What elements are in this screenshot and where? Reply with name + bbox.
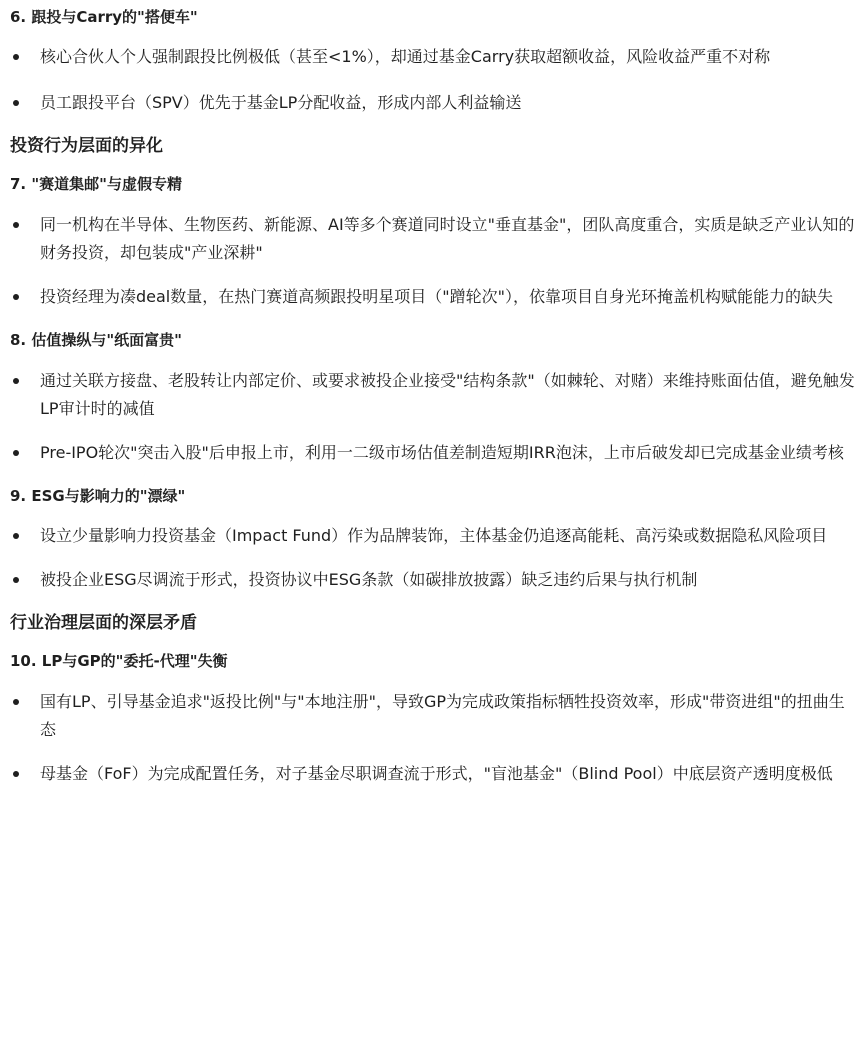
list-item-text: 国有LP、引导基金追求"返投比例"与"本地注册"，导致GP为完成政策指标牺牲投资效率，形成"带资进组"的扭曲生态 [40,692,845,739]
list-8 [10,367,860,467]
bullet-icon [13,294,19,300]
list-item-text: 同一机构在半导体、生物医药、新能源、AI等多个赛道同时设立"垂直基金"，团队高度重合，实质是缺乏产业认知的财务投资，却包装成"产业深耕" [40,215,855,262]
bullet-icon [13,222,19,228]
list-item [10,43,860,71]
list-item [10,89,860,117]
list-item-text: 设立少量影响力投资基金（Impact Fund）作为品牌装饰，主体基金仍追逐高能耗、高污染或数据隐私风险项目 [40,526,828,545]
subheading-7: 7. "赛道集邮"与虚假专精 [10,175,182,193]
list-item-text: Pre-IPO轮次"突击入股"后申报上市，利用一二级市场估值差制造短期IRR泡沫，上市后破发却已完成基金业绩考核 [40,443,844,462]
subheading-9: 9. ESG与影响力的"漂绿" [10,487,186,505]
list-item [10,522,860,550]
list-item [10,439,860,467]
list-6 [10,43,860,117]
list-item-text: 员工跟投平台（SPV）优先于基金LP分配收益，形成内部人利益输送 [40,93,522,112]
bullet-icon [13,771,19,777]
list-item-text: 母基金（FoF）为完成配置任务，对子基金尽职调查流于形式，"盲池基金"（Blind Pool）中底层资产透明度极低 [40,764,833,783]
bullet-icon [13,378,19,384]
section-heading-investment-behavior: 投资行为层面的异化 [10,136,163,156]
subheading-8: 8. 估值操纵与"纸面富贵" [10,331,182,349]
list-item-text: 核心合伙人个人强制跟投比例极低（甚至<1%），却通过基金Carry获取超额收益，风险收益严重不对称 [40,47,771,66]
list-item [10,760,860,788]
list-10 [10,688,860,788]
list-item [10,688,860,744]
subheading-6: 6. 跟投与Carry的"搭便车" [10,8,198,26]
list-item-text: 通过关联方接盘、老股转让内部定价、或要求被投企业接受"结构条款"（如棘轮、对赌）来维持账面估值，避免触发LP审计时的减值 [40,371,855,418]
bullet-icon [13,533,19,539]
subheading-10: 10. LP与GP的"委托-代理"失衡 [10,652,228,670]
list-7 [10,211,860,311]
list-item [10,211,860,267]
bullet-icon [13,100,19,106]
bullet-icon [13,577,19,583]
bullet-icon [13,54,19,60]
section-heading-industry-governance: 行业治理层面的深层矛盾 [10,613,197,633]
list-item [10,283,860,311]
list-item-text: 投资经理为凑deal数量，在热门赛道高频跟投明星项目（"蹭轮次"），依靠项目自身光环掩盖机构赋能能力的缺失 [40,287,833,306]
list-item [10,566,860,594]
bullet-icon [13,699,19,705]
list-item-text: 被投企业ESG尽调流于形式，投资协议中ESG条款（如碳排放披露）缺乏违约后果与执行机制 [40,570,698,589]
bullet-icon [13,450,19,456]
list-9 [10,522,860,594]
list-item [10,367,860,423]
